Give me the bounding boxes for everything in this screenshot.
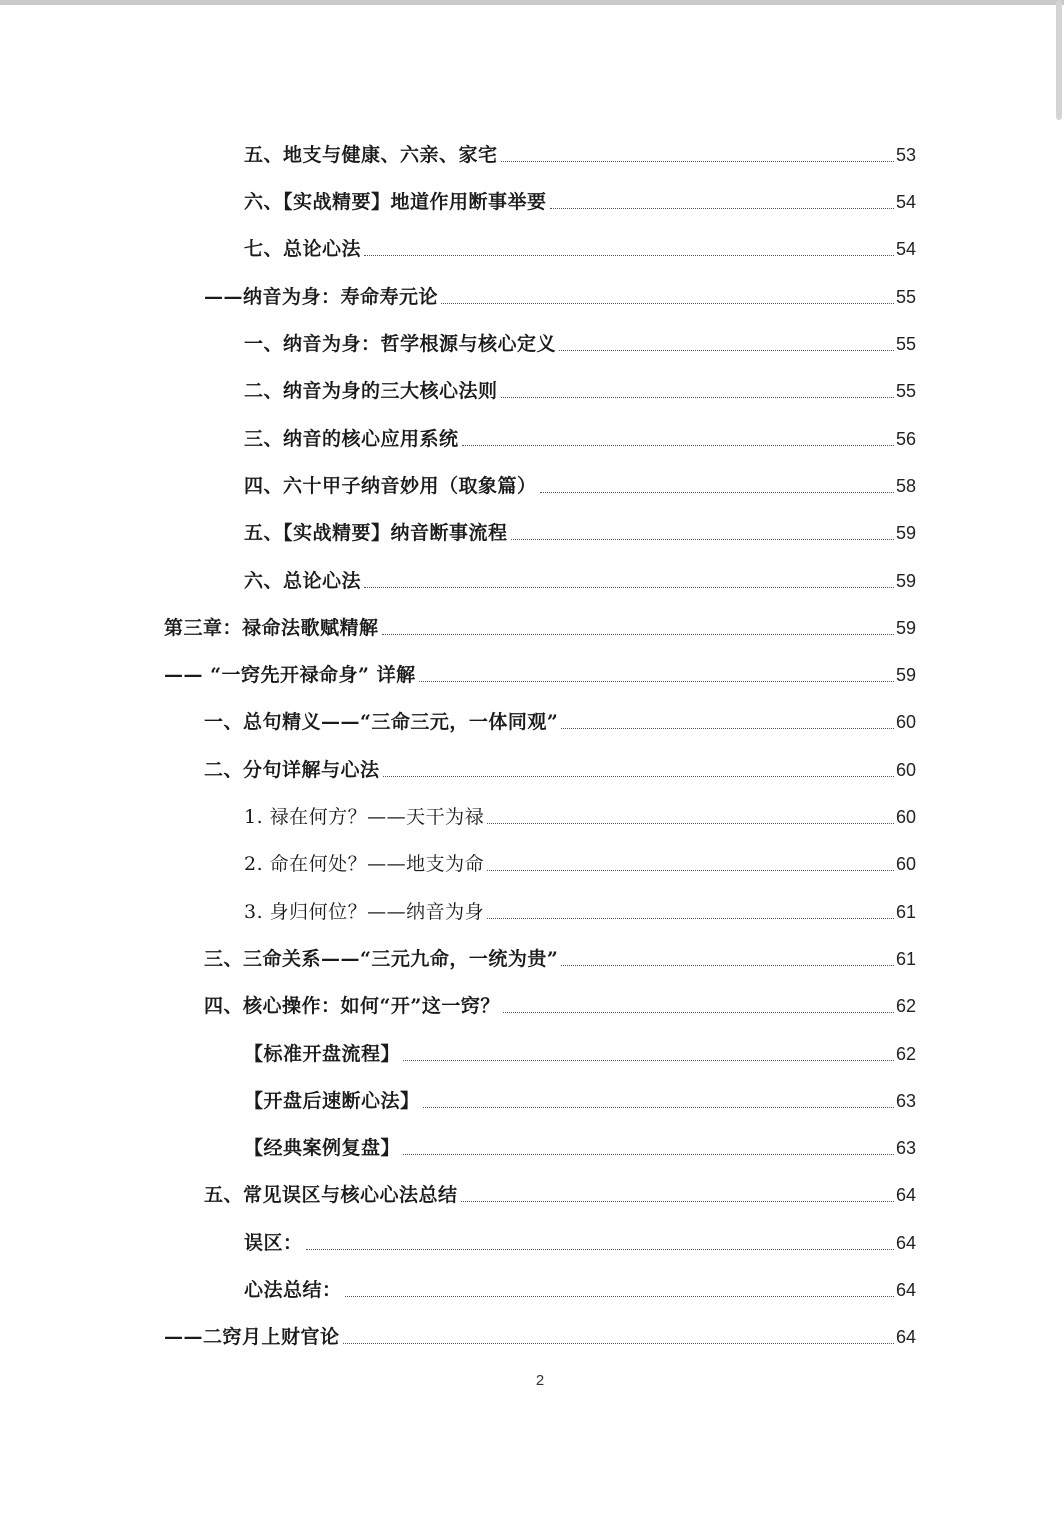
toc-dot-leader (462, 445, 894, 446)
toc-entry[interactable] (244, 326, 916, 356)
toc-entry-title: 第三章：禄命法歌赋精解 (164, 617, 379, 639)
toc-entry-title: 四、六十甲子纳音妙用（取象篇） (244, 475, 537, 497)
toc-dot-leader (503, 1012, 894, 1013)
toc-page-number: 55 (895, 287, 916, 307)
toc-entry[interactable] (244, 421, 916, 451)
toc-page-number: 53 (895, 145, 916, 165)
toc-dot-leader (511, 539, 894, 540)
toc-entry-title: 一、纳音为身：哲学根源与核心定义 (244, 333, 557, 355)
toc-dot-leader (487, 823, 894, 824)
toc-entry-title: 五、地支与健康、六亲、家宅 (244, 144, 498, 166)
toc-entry[interactable] (244, 1225, 916, 1255)
toc-entry-title: 2. 命在何处？——地支为命 (244, 853, 485, 875)
toc-dot-leader (364, 255, 894, 256)
toc-page-number: 59 (895, 665, 916, 685)
toc-page-number: 60 (895, 712, 916, 732)
toc-entry[interactable] (204, 704, 916, 734)
toc-entry-title: 三、三命关系——“三元九命，一统为贵” (204, 948, 559, 970)
page-footer-number: 2 (535, 1372, 545, 1389)
toc-page-number: 59 (895, 571, 916, 591)
toc-dot-leader (364, 587, 894, 588)
toc-dot-leader (559, 350, 894, 351)
toc-entry-title: ——纳音为身：寿命寿元论 (204, 286, 439, 308)
toc-dot-leader (383, 776, 894, 777)
toc-entry[interactable] (164, 657, 916, 687)
toc-entry[interactable] (164, 1319, 916, 1349)
toc-entry[interactable] (244, 515, 916, 545)
toc-entry-title: 五、【实战精要】纳音断事流程 (244, 522, 508, 544)
toc-page-number: 62 (895, 996, 916, 1016)
toc-dot-leader (343, 1343, 894, 1344)
toc-entry[interactable] (244, 1130, 916, 1160)
toc-entry[interactable] (244, 799, 916, 829)
toc-page-number: 54 (895, 239, 916, 259)
toc-entry-title: 四、核心操作：如何“开”这一窍？ (204, 995, 500, 1017)
toc-entry[interactable] (244, 184, 916, 214)
toc-entry-title: 【开盘后速断心法】 (244, 1090, 420, 1112)
toc-page-number: 60 (895, 760, 916, 780)
toc-entry[interactable] (204, 941, 916, 971)
toc-page-number: 54 (895, 192, 916, 212)
toc-page-number: 55 (895, 334, 916, 354)
toc-dot-leader (441, 303, 894, 304)
toc-dot-leader (561, 965, 894, 966)
toc-page-number: 60 (895, 807, 916, 827)
toc-page-number: 58 (895, 476, 916, 496)
toc-dot-leader (501, 397, 894, 398)
toc-dot-leader (423, 1107, 894, 1108)
toc-entry[interactable] (244, 846, 916, 876)
toc-entry[interactable] (244, 1083, 916, 1113)
toc-entry-title: —— “一窍先开禄命身” 详解 (164, 664, 416, 686)
toc-entry-title: 【经典案例复盘】 (244, 1137, 401, 1159)
toc-page-number: 64 (895, 1233, 916, 1253)
toc-entry-title: 二、分句详解与心法 (204, 759, 380, 781)
toc-dot-leader (306, 1249, 894, 1250)
toc-dot-leader (550, 208, 894, 209)
toc-entry-title: 误区： (244, 1232, 303, 1254)
toc-dot-leader (487, 918, 894, 919)
toc-dot-leader (382, 634, 894, 635)
toc-dot-leader (487, 870, 894, 871)
toc-page-number: 62 (895, 1044, 916, 1064)
toc-page-number: 63 (895, 1138, 916, 1158)
toc-entry[interactable] (244, 894, 916, 924)
toc-page-number: 56 (895, 429, 916, 449)
toc-dot-leader (403, 1154, 894, 1155)
toc-dot-leader (540, 492, 894, 493)
toc-chapter-entry[interactable] (164, 610, 916, 640)
toc-entry-title: 七、总论心法 (244, 238, 362, 260)
toc-page-number: 60 (895, 854, 916, 874)
toc-dot-leader (403, 1060, 894, 1061)
toc-dot-leader (345, 1296, 894, 1297)
toc-page-number: 63 (895, 1091, 916, 1111)
toc-entry-title: 六、总论心法 (244, 570, 362, 592)
toc-entry-title: 五、常见误区与核心心法总结 (204, 1184, 458, 1206)
toc-entry-title: ——二窍月上财官论 (164, 1326, 340, 1348)
toc-entry-title: 一、总句精义——“三命三元，一体同观” (204, 711, 559, 733)
toc-entry[interactable] (244, 563, 916, 593)
toc-entry-title: 三、纳音的核心应用系统 (244, 428, 459, 450)
toc-dot-leader (501, 161, 894, 162)
toc-entry-title: 二、纳音为身的三大核心法则 (244, 380, 498, 402)
toc-entry-title: 心法总结： (244, 1279, 342, 1301)
toc-entry[interactable] (244, 231, 916, 261)
toc-page-number: 59 (895, 618, 916, 638)
toc-page-number: 55 (895, 381, 916, 401)
toc-page-number: 59 (895, 523, 916, 543)
toc-entry[interactable] (244, 1036, 916, 1066)
toc-entry[interactable] (244, 373, 916, 403)
toc-entry-title: 3. 身归何位？——纳音为身 (244, 901, 485, 923)
toc-page-number: 61 (895, 902, 916, 922)
toc-entry-title: 六、【实战精要】地道作用断事举要 (244, 191, 547, 213)
toc-entry[interactable] (244, 468, 916, 498)
toc-dot-leader (419, 681, 894, 682)
toc-dot-leader (461, 1201, 894, 1202)
toc-page-number: 64 (895, 1280, 916, 1300)
toc-entry[interactable] (244, 137, 916, 167)
toc-page-number: 61 (895, 949, 916, 969)
toc-entry[interactable] (204, 279, 916, 309)
toc-entry-title: 1. 禄在何方？——天干为禄 (244, 806, 485, 828)
toc-entry-title: 【标准开盘流程】 (244, 1043, 401, 1065)
toc-entry[interactable] (204, 1177, 916, 1207)
toc-dot-leader (561, 728, 894, 729)
toc-entry[interactable] (204, 752, 916, 782)
toc-page-number: 64 (895, 1327, 916, 1347)
toc-entry[interactable] (244, 1272, 916, 1302)
toc-page-number: 64 (895, 1185, 916, 1205)
toc-entry[interactable] (204, 988, 916, 1018)
